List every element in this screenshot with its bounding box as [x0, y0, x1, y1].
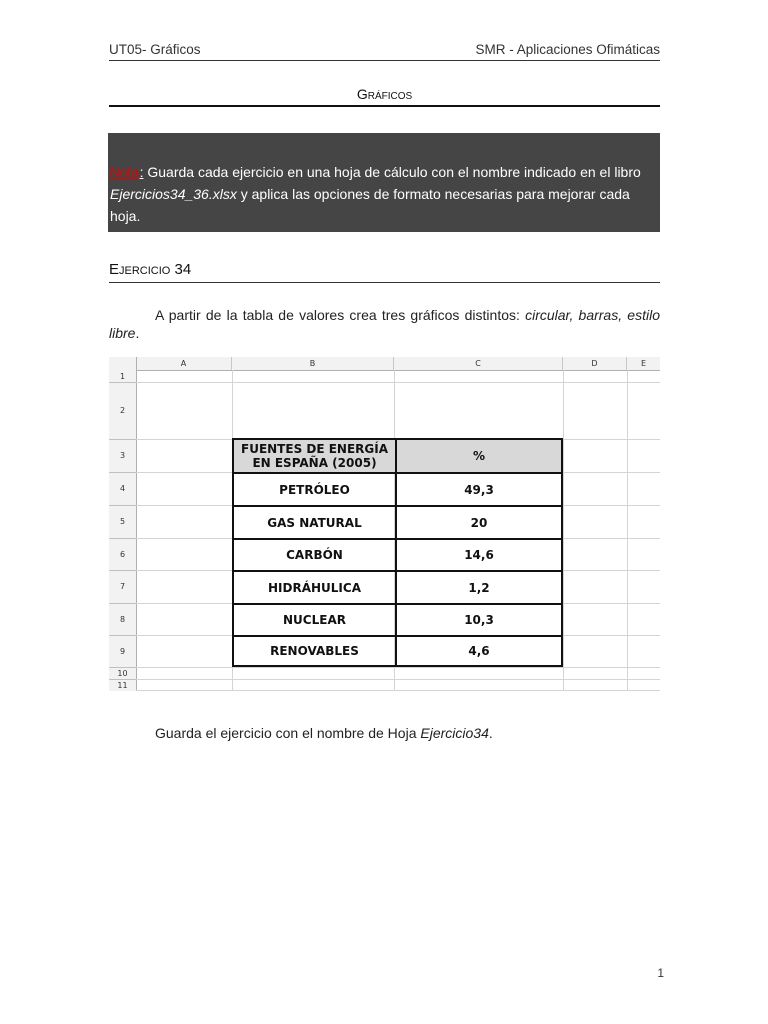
- intro-text: A partir de la tabla de valores crea tres gráficos distintos:: [155, 307, 526, 323]
- table-cell-source[interactable]: NUCLEAR: [283, 613, 346, 627]
- save-instruction: [155, 725, 493, 741]
- note-filename: Ejercicios34_36.xlsx: [110, 186, 237, 202]
- row-header-divider: [109, 603, 136, 604]
- note-box: [108, 133, 660, 232]
- row-header-4[interactable]: 4: [119, 484, 126, 493]
- note-colon: :: [139, 164, 144, 180]
- row-header-2[interactable]: 2: [119, 406, 126, 415]
- document-title: Gráficos: [109, 86, 660, 107]
- row-header-divider: [109, 679, 136, 680]
- table-cell-value[interactable]: 20: [470, 515, 488, 530]
- row-header-3[interactable]: 3: [119, 451, 126, 460]
- row-header-divider: [109, 472, 136, 473]
- table-cell-source[interactable]: RENOVABLES: [270, 644, 359, 658]
- spreadsheet: [109, 357, 660, 691]
- row-header-divider: [109, 439, 136, 440]
- save-sheet-name: Ejercicio34: [420, 725, 489, 741]
- row-header-divider: [109, 570, 136, 571]
- row-header-divider: [109, 538, 136, 539]
- table-cell-value[interactable]: 4,6: [468, 644, 490, 658]
- table-cell-source[interactable]: CARBÓN: [286, 548, 343, 562]
- row-header-9[interactable]: 9: [119, 646, 126, 656]
- column-header-d[interactable]: D: [563, 357, 627, 370]
- table-cell-value[interactable]: 1,2: [468, 580, 490, 595]
- section-heading: Ejercicio 34: [109, 261, 660, 283]
- row-header-7[interactable]: 7: [119, 582, 126, 591]
- row-header-8[interactable]: 8: [119, 614, 126, 624]
- note-text-1: Guarda cada ejercicio en una hoja de cálculo con el nombre indicado en el libro: [143, 164, 641, 180]
- row-header-1[interactable]: 1: [119, 371, 126, 381]
- table-cell-value[interactable]: 14,6: [464, 548, 494, 562]
- save-end: .: [488, 725, 493, 741]
- table-cell-source[interactable]: GAS NATURAL: [267, 515, 362, 530]
- row-header-11[interactable]: 11: [117, 680, 128, 690]
- column-header-c[interactable]: C: [394, 357, 563, 370]
- table-cell-source[interactable]: PETRÓLEO: [279, 482, 350, 497]
- column-header-a[interactable]: A: [136, 357, 232, 370]
- grid-line: [627, 370, 628, 691]
- table-cell-source[interactable]: HIDRÁHULICA: [268, 580, 361, 595]
- grid-line: [136, 382, 660, 383]
- header-right: SMR - Aplicaciones Ofimáticas: [475, 42, 660, 57]
- row-header-5[interactable]: 5: [119, 517, 126, 526]
- table-header-line-1: FUENTES DE ENERGÍA: [241, 442, 388, 456]
- row-header-divider: [109, 505, 136, 506]
- row-header-10[interactable]: 10: [117, 668, 128, 678]
- table-cell-value[interactable]: 10,3: [464, 613, 494, 627]
- column-header-e[interactable]: E: [640, 359, 647, 368]
- note-label: Nota: [110, 164, 140, 180]
- table-cell-value[interactable]: 49,3: [464, 482, 494, 497]
- intro-paragraph: [109, 306, 660, 342]
- note-text-2: y aplica las opciones de formato necesarias para mejorar cada hoja.: [110, 186, 630, 224]
- grid-line: [136, 667, 660, 668]
- grid-line: [136, 690, 660, 691]
- energy-table: [232, 438, 563, 667]
- table-header-line-2: EN ESPAÑA (2005): [252, 456, 377, 470]
- page-number: 1: [657, 966, 664, 980]
- table-header-sources[interactable]: [234, 440, 395, 472]
- intro-end: .: [135, 325, 140, 341]
- intro-emphasis: circular, barras, estilo libre: [109, 307, 660, 341]
- table-header-percent[interactable]: %: [397, 440, 561, 472]
- page-header: [109, 42, 660, 61]
- column-header-b[interactable]: B: [232, 357, 394, 370]
- row-header-divider: [109, 635, 136, 636]
- save-text: Guarda el ejercicio con el nombre de Hoja: [155, 725, 421, 741]
- grid-line: [136, 679, 660, 680]
- row-header-6[interactable]: 6: [119, 549, 126, 559]
- row-header-divider: [109, 667, 136, 668]
- grid-line: [563, 370, 564, 691]
- header-left: UT05- Gráficos: [109, 42, 201, 57]
- row-header-divider: [109, 382, 136, 383]
